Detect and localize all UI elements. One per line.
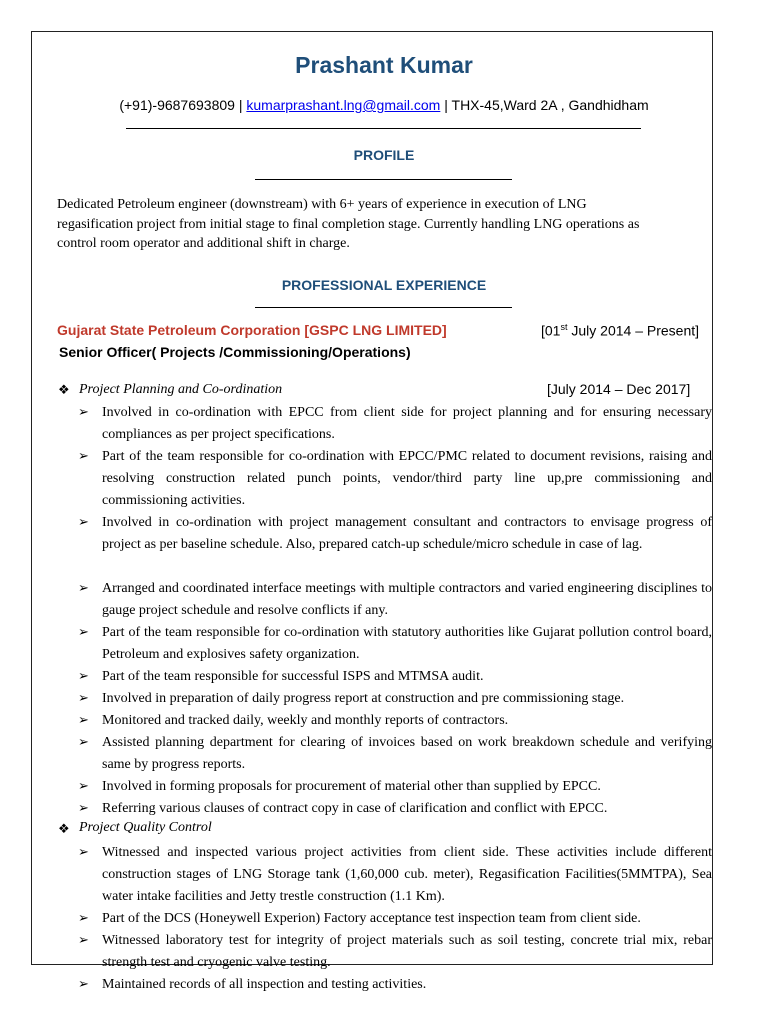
arrow-bullet-icon: ➢ xyxy=(78,734,89,749)
subsection-title: Project Quality Control xyxy=(79,820,212,835)
list-item: Referring various clauses of contract copy in case of clarification and conflict with EPCC. xyxy=(102,801,608,816)
list-item: Witnessed and inspected various project activities from client side. These activities include different construction stages of LNG Storage tank (1,60,000 cub. meter), Regasification Facilities(5MMTPA), Sea water intake facilities and Jetty trestle construction (1.1 Km). xyxy=(102,845,712,904)
list-item: Witnessed laboratory test for integrity of project materials such as soil testing, concrete trial mix, rebar strength test and cryogenic valve testing. xyxy=(102,933,712,970)
arrow-bullet-icon: ➢ xyxy=(78,690,89,705)
header-divider xyxy=(126,128,641,129)
list-item: Part of the team responsible for co-ordination with statutory authorities like Gujarat pollution control board, Petroleum and explosives safety organization. xyxy=(102,625,712,662)
list-item: Monitored and tracked daily, weekly and monthly reports of contractors. xyxy=(102,713,509,728)
arrow-bullet-icon: ➢ xyxy=(78,448,89,463)
address: THX-45,Ward 2A , Gandhidham xyxy=(451,97,649,113)
subsection-title: Project Planning and Co-ordination xyxy=(79,382,283,397)
arrow-bullet-icon: ➢ xyxy=(78,624,89,639)
list-item: Involved in preparation of daily progress report at construction and pre commissioning stage. xyxy=(102,691,625,706)
arrow-bullet-icon: ➢ xyxy=(78,712,89,727)
profile-summary: Dedicated Petroleum engineer (downstream) with 6+ years of experience in execution of LNG regasification project from initial stage to final completion stage. Currently handling LNG operations as control room operator and additional shift in charge. xyxy=(57,197,640,251)
arrow-bullet-icon: ➢ xyxy=(78,800,89,815)
arrow-bullet-icon: ➢ xyxy=(78,514,89,529)
list-item: Part of the DCS (Honeywell Experion) Factory acceptance test inspection team from client side. xyxy=(102,911,641,926)
arrow-bullet-icon: ➢ xyxy=(78,580,89,595)
arrow-bullet-icon: ➢ xyxy=(78,778,89,793)
profile-divider xyxy=(255,179,512,180)
phone-number: (+91)-9687693809 xyxy=(119,97,235,113)
list-item: Involved in co-ordination with EPCC from client side for project planning and for ensuring necessary compliances as per project specifications. xyxy=(102,405,712,442)
experience-heading: PROFESSIONAL EXPERIENCE xyxy=(281,277,487,293)
list-item: Part of the team responsible for co-ordination with EPCC/PMC related to document revisions, raising and resolving construction related punch points, vendor/third party line up,pre commissioning and commissioning activities. xyxy=(102,449,712,508)
list-item: Maintained records of all inspection and testing activities. xyxy=(102,977,427,992)
arrow-bullet-icon: ➢ xyxy=(78,932,89,947)
list-item: Involved in forming proposals for procurement of material other than supplied by EPCC. xyxy=(102,779,601,794)
experience-divider xyxy=(255,307,512,308)
email-link[interactable]: kumarprashant.lng@gmail.com xyxy=(246,97,441,113)
arrow-bullet-icon: ➢ xyxy=(78,910,89,925)
diamond-bullet-icon: ❖ xyxy=(58,382,70,397)
diamond-bullet-icon: ❖ xyxy=(58,821,70,836)
list-item: Arranged and coordinated interface meetings with multiple contractors and varied engineering disciplines to gauge project schedule and resolve conflicts if any. xyxy=(102,581,712,618)
arrow-bullet-icon: ➢ xyxy=(78,404,89,419)
arrow-bullet-icon: ➢ xyxy=(78,668,89,683)
list-item: Involved in co-ordination with project management consultant and contractors to envisage progress of project as per baseline schedule. Also, prepared catch-up schedule/micro schedule in case of lag. xyxy=(102,515,712,552)
tenure-dates: [01st July 2014 – Present] xyxy=(541,322,700,339)
job-role: Senior Officer( Projects /Commissioning/Operations) xyxy=(59,344,411,360)
arrow-bullet-icon: ➢ xyxy=(78,844,89,859)
arrow-bullet-icon: ➢ xyxy=(78,976,89,991)
candidate-name: Prashant Kumar xyxy=(295,52,473,78)
list-item: Assisted planning department for clearing of invoices based on work breakdown schedule and verifying same by progress reports. xyxy=(102,735,712,772)
profile-heading: PROFILE xyxy=(353,147,415,163)
company-name: Gujarat State Petroleum Corporation [GSPC LNG LIMITED] xyxy=(57,322,447,338)
contact-line: (+91)-9687693809 | kumarprashant.lng@gmail.com | THX-45,Ward 2A , Gandhidham xyxy=(119,97,649,113)
list-item: Part of the team responsible for successful ISPS and MTMSA audit. xyxy=(102,669,484,684)
subsection-dates: [July 2014 – Dec 2017] xyxy=(547,381,691,397)
